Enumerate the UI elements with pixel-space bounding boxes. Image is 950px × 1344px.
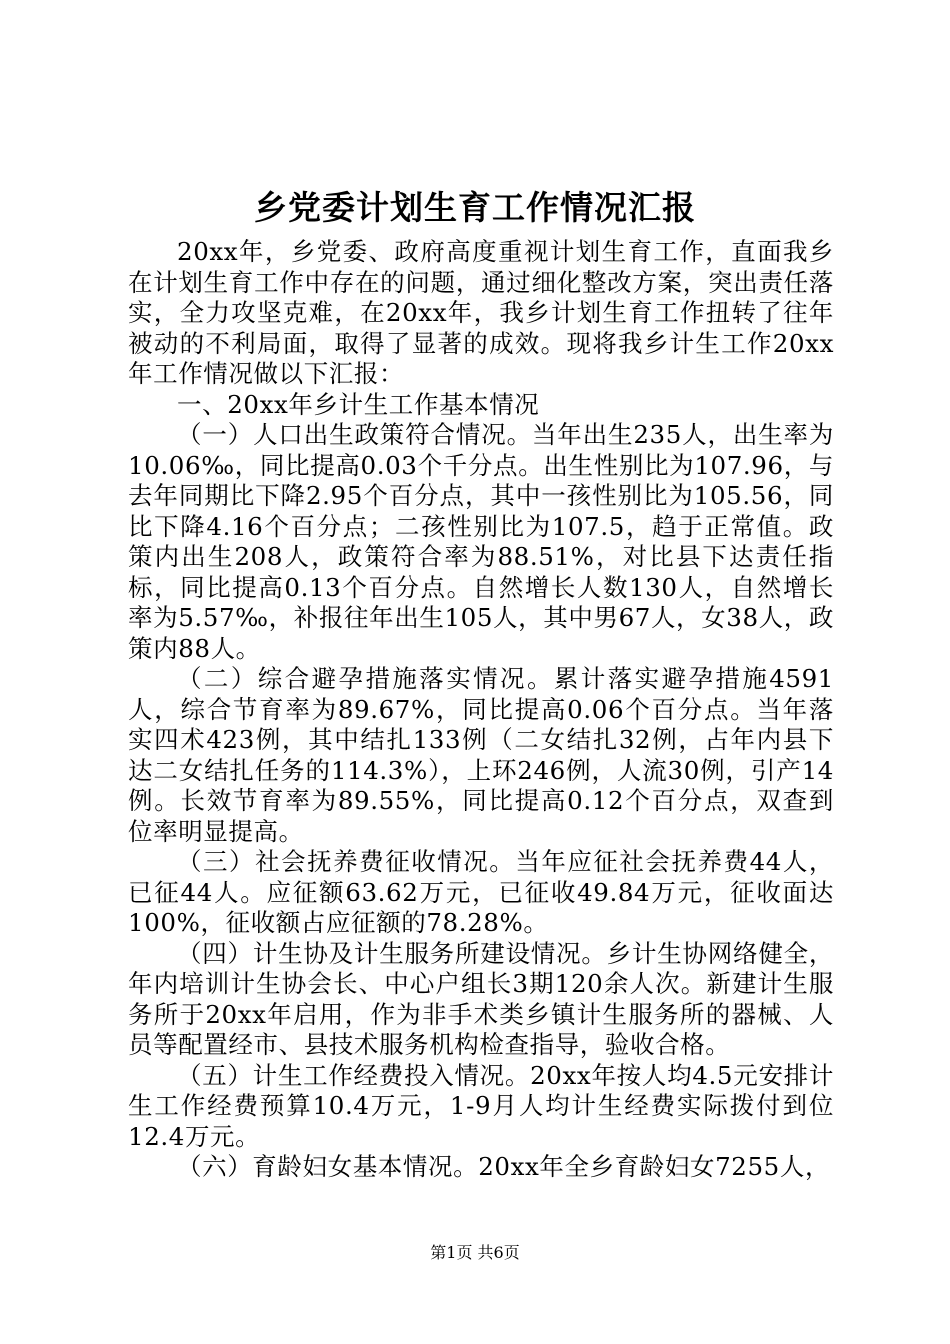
- paragraph-women: （六）育龄妇女基本情况。20xx年全乡育龄妇女7255人，: [177, 1152, 831, 1181]
- paragraph-association: （四）计生协及计生服务所建设情况。乡计生协网络健全，年内培训计生协会长、中心户组长3期120余人次。新建计生服务所于20xx年启用，作为非手术类乡镇计生服务所的器械、人员等配置经市、县技术服务机构检查指导，验收合格。: [128, 938, 834, 1059]
- document-body: [128, 237, 834, 1183]
- document-title: 乡党委计划生育工作情况汇报: [254, 188, 696, 227]
- paragraph-contraception: （二）综合避孕措施落实情况。累计落实避孕措施4591人，综合节育率为89.67%，同比提高0.06个百分点。当年落实四术423例，其中结扎133例（二女结扎32例，占年内县下达二女结扎任务的114.3%），上环246例，人流30例，引产14例。长效节育率为89.55%，同比提高0.12个百分点，双查到位率明显提高。: [128, 664, 834, 846]
- page-footer: 第1页 共6页: [430, 1243, 520, 1262]
- paragraph-birth-policy: （一）人口出生政策符合情况。当年出生235人，出生率为10.06‰，同比提高0.03个千分点。出生性别比为107.96，与去年同期比下降2.95个百分点，其中一孩性别比为105.56，同比下降4.16个百分点；二孩性别比为107.5，趋于正常值。政策内出生208人，政策符合率为88.51%，对比县下达责任指标，同比提高0.13个百分点。自然增长人数130人，自然增长率为5.57‰，补报往年出生105人，其中男67人，女38人，政策内88人。: [128, 420, 834, 663]
- intro-paragraph: 20xx年，乡党委、政府高度重视计划生育工作，直面我乡在计划生育工作中存在的问题，通过细化整改方案，突出责任落实，全力攻坚克难，在20xx年，我乡计划生育工作扭转了往年被动的不利局面，取得了显著的成效。现将我乡计生工作20xx年工作情况做以下汇报：: [128, 237, 834, 388]
- paragraph-social-fee: （三）社会抚养费征收情况。当年应征社会抚养费44人，已征44人。应征额63.62万元，已征收49.84万元，征收面达100%，征收额占应征额的78.28%。: [128, 847, 834, 937]
- paragraph-funding: （五）计生工作经费投入情况。20xx年按人均4.5元安排计生工作经费预算10.4万元，1-9月人均计生经费实际拨付到位12.4万元。: [128, 1060, 834, 1151]
- section-heading: 一、20xx年乡计生工作基本情况: [177, 389, 540, 419]
